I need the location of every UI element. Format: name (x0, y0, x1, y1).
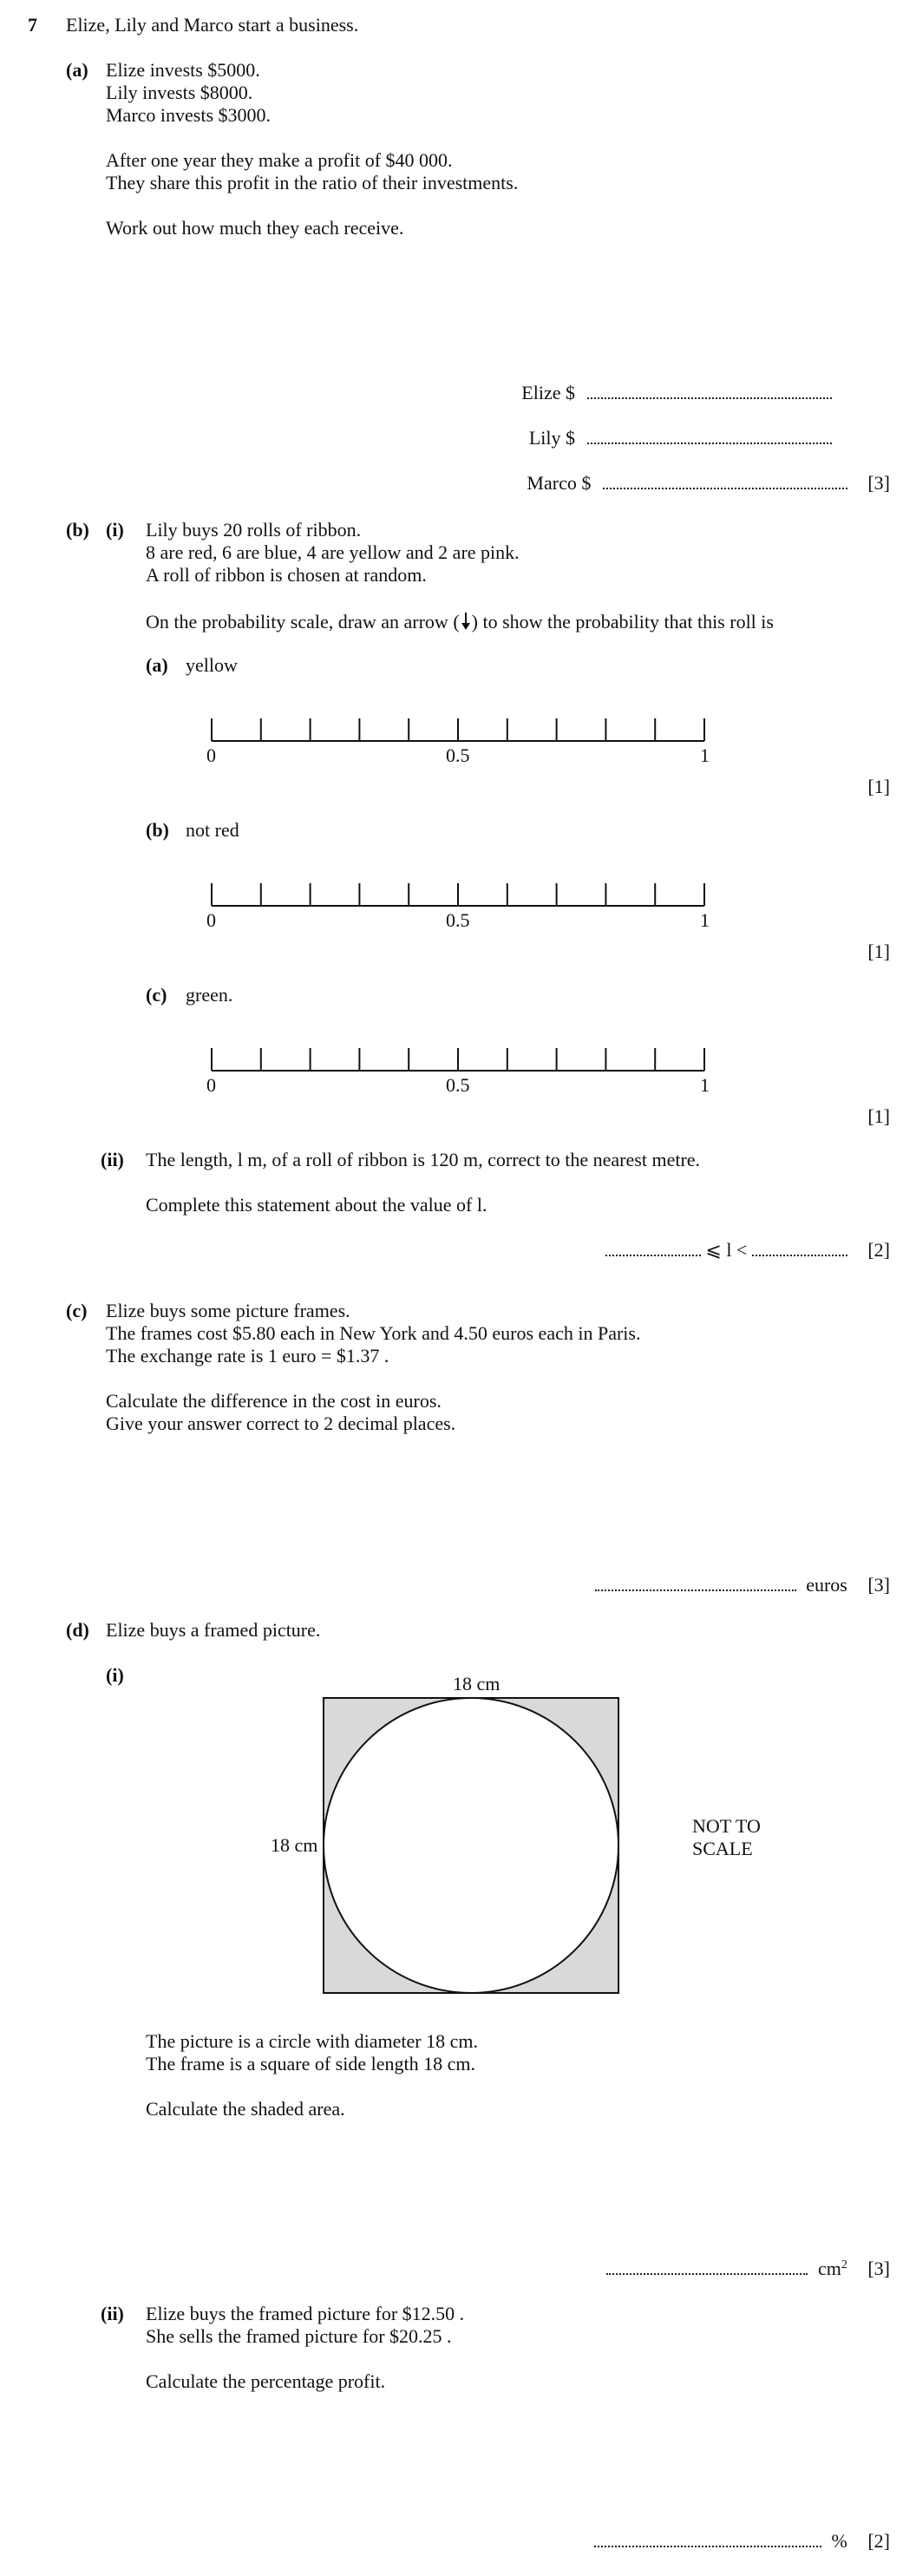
answer-dots-upper-bound[interactable] (752, 1241, 847, 1256)
part-c-task-1: Calculate the difference in the cost in euros. (106, 1390, 442, 1412)
part-a-profit-line-2: They share this profit in the ratio of their investments. (106, 172, 519, 193)
answer-dots-lily[interactable] (587, 429, 832, 444)
part-b-ii-line-1: The length, l m, of a roll of ribbon is 120 m, correct to the nearest metre. (146, 1149, 701, 1170)
figure-side-label: 18 cm (271, 1834, 318, 1856)
part-b-label: (b) (66, 519, 89, 541)
answer-label-lily: Lily $ (528, 427, 575, 449)
part-a-label: (a) (66, 59, 88, 81)
marks-not-red: [1] (867, 941, 890, 962)
answer-dots-euros[interactable] (595, 1576, 796, 1591)
marks-part-b-ii: [2] (867, 1239, 890, 1261)
scale-label-half: 0.5 (446, 909, 470, 931)
part-c-label: (c) (66, 1300, 88, 1321)
scale-label-0: 0 (206, 1074, 216, 1096)
part-a-task: Work out how much they each receive. (106, 217, 404, 239)
part-d-ii-line-2: She sells the framed picture for $20.25 . (146, 2325, 452, 2347)
subpart-a-label: (a) (146, 654, 168, 676)
answer-dots-elize[interactable] (587, 383, 832, 399)
picture-circle (324, 1698, 618, 1993)
scale-label-1: 1 (700, 1074, 710, 1096)
answer-line-elize (521, 383, 876, 403)
unit-euros: euros (806, 1574, 847, 1596)
answer-line-marco (527, 474, 890, 493)
answer-line-euros (595, 1576, 890, 1595)
answer-dots-lower-bound[interactable] (605, 1241, 701, 1256)
unit-percent: % (831, 2530, 847, 2552)
answer-dots-percent[interactable] (594, 2532, 821, 2547)
scale-label-1: 1 (700, 744, 710, 766)
question-intro: Elize, Lily and Marco start a business. (66, 14, 359, 36)
answer-label-marco: Marco $ (527, 472, 592, 494)
down-arrow-icon (461, 611, 471, 635)
part-a-line-2: Lily invests $8000. (106, 82, 253, 103)
part-a-line-3: Marco invests $3000. (106, 104, 272, 126)
part-a-line-1: Elize invests $5000. (106, 59, 260, 81)
part-d-intro: Elize buys a framed picture. (106, 1619, 321, 1641)
part-c-line-1: Elize buys some picture frames. (106, 1300, 350, 1321)
bounds-statement: ⩽ l < (700, 1239, 752, 1261)
answer-line-bounds (605, 1241, 890, 1260)
not-to-scale-line-1: NOT TO (692, 1815, 761, 1837)
part-d-label: (d) (66, 1619, 89, 1641)
part-b-i-line-3: A roll of ribbon is chosen at random. (146, 564, 427, 586)
part-c-line-2: The frames cost $5.80 each in New York and 4.50 euros each in Paris. (106, 1322, 641, 1344)
marks-green: [1] (867, 1105, 890, 1127)
square-frame-with-circle (323, 1697, 619, 1994)
scale-label-0: 0 (206, 744, 216, 766)
part-d-i-task: Calculate the shaded area. (146, 2098, 345, 2120)
part-b-i-line-1: Lily buys 20 rolls of ribbon. (146, 519, 362, 541)
unit-cm-squared: 2 (841, 2258, 847, 2271)
scale-label-half: 0.5 (446, 744, 470, 766)
subpart-b-text: not red (186, 819, 239, 841)
part-b-ii-label: (ii) (101, 1149, 124, 1170)
marks-part-a: [3] (867, 472, 890, 494)
subpart-b-label: (b) (146, 819, 169, 841)
instruction-text-after: ) to show the probability that this roll is (471, 611, 774, 633)
instruction-text-before: On the probability scale, draw an arrow ( (146, 611, 460, 633)
question-number: 7 (28, 14, 37, 36)
answer-dots-marco[interactable] (603, 474, 847, 489)
part-a-profit-line-1: After one year they make a profit of $40 000. (106, 149, 453, 171)
answer-label-elize: Elize $ (521, 382, 575, 403)
subpart-c-label: (c) (146, 984, 167, 1006)
answer-line-lily (529, 429, 876, 448)
answer-line-area (606, 2259, 890, 2278)
part-d-i-line-1: The picture is a circle with diameter 18 cm. (146, 2030, 479, 2052)
scale-label-half: 0.5 (446, 1074, 470, 1096)
part-b-i-line-2: 8 are red, 6 are blue, 4 are yellow and 2 are pink. (146, 541, 520, 563)
subpart-c-text: green. (186, 984, 233, 1006)
framed-picture-figure (260, 1673, 761, 2013)
answer-dots-area[interactable] (606, 2259, 808, 2275)
marks-part-d-ii: [2] (867, 2530, 890, 2552)
not-to-scale-line-2: SCALE (692, 1838, 753, 1859)
part-c-line-3: The exchange rate is 1 euro = $1.37 . (106, 1345, 389, 1367)
subpart-a-text: yellow (186, 654, 238, 676)
part-d-ii-label: (ii) (101, 2303, 124, 2324)
part-d-i-label: (i) (106, 1664, 124, 1686)
part-d-ii-task: Calculate the percentage profit. (146, 2370, 386, 2392)
probability-scale-yellow[interactable] (206, 718, 710, 767)
part-b-ii-line-2: Complete this statement about the value of l. (146, 1194, 487, 1216)
answer-line-percent (594, 2532, 890, 2551)
part-c-task-2: Give your answer correct to 2 decimal places. (106, 1413, 456, 1434)
part-b-i-instruction (146, 611, 774, 635)
marks-part-d-i: [3] (867, 2258, 890, 2280)
part-d-i-line-2: The frame is a square of side length 18 cm. (146, 2053, 475, 2075)
unit-cm: cm (817, 2258, 841, 2280)
scale-label-1: 1 (700, 909, 710, 931)
figure-top-label: 18 cm (453, 1673, 501, 1694)
marks-yellow: [1] (867, 776, 890, 797)
probability-scale-green[interactable] (206, 1048, 710, 1097)
probability-scale-not-red[interactable] (206, 883, 710, 932)
marks-part-c: [3] (867, 1574, 890, 1596)
part-b-i-label: (i) (106, 519, 124, 541)
scale-label-0: 0 (206, 909, 216, 931)
part-d-ii-line-1: Elize buys the framed picture for $12.50 . (146, 2303, 465, 2324)
